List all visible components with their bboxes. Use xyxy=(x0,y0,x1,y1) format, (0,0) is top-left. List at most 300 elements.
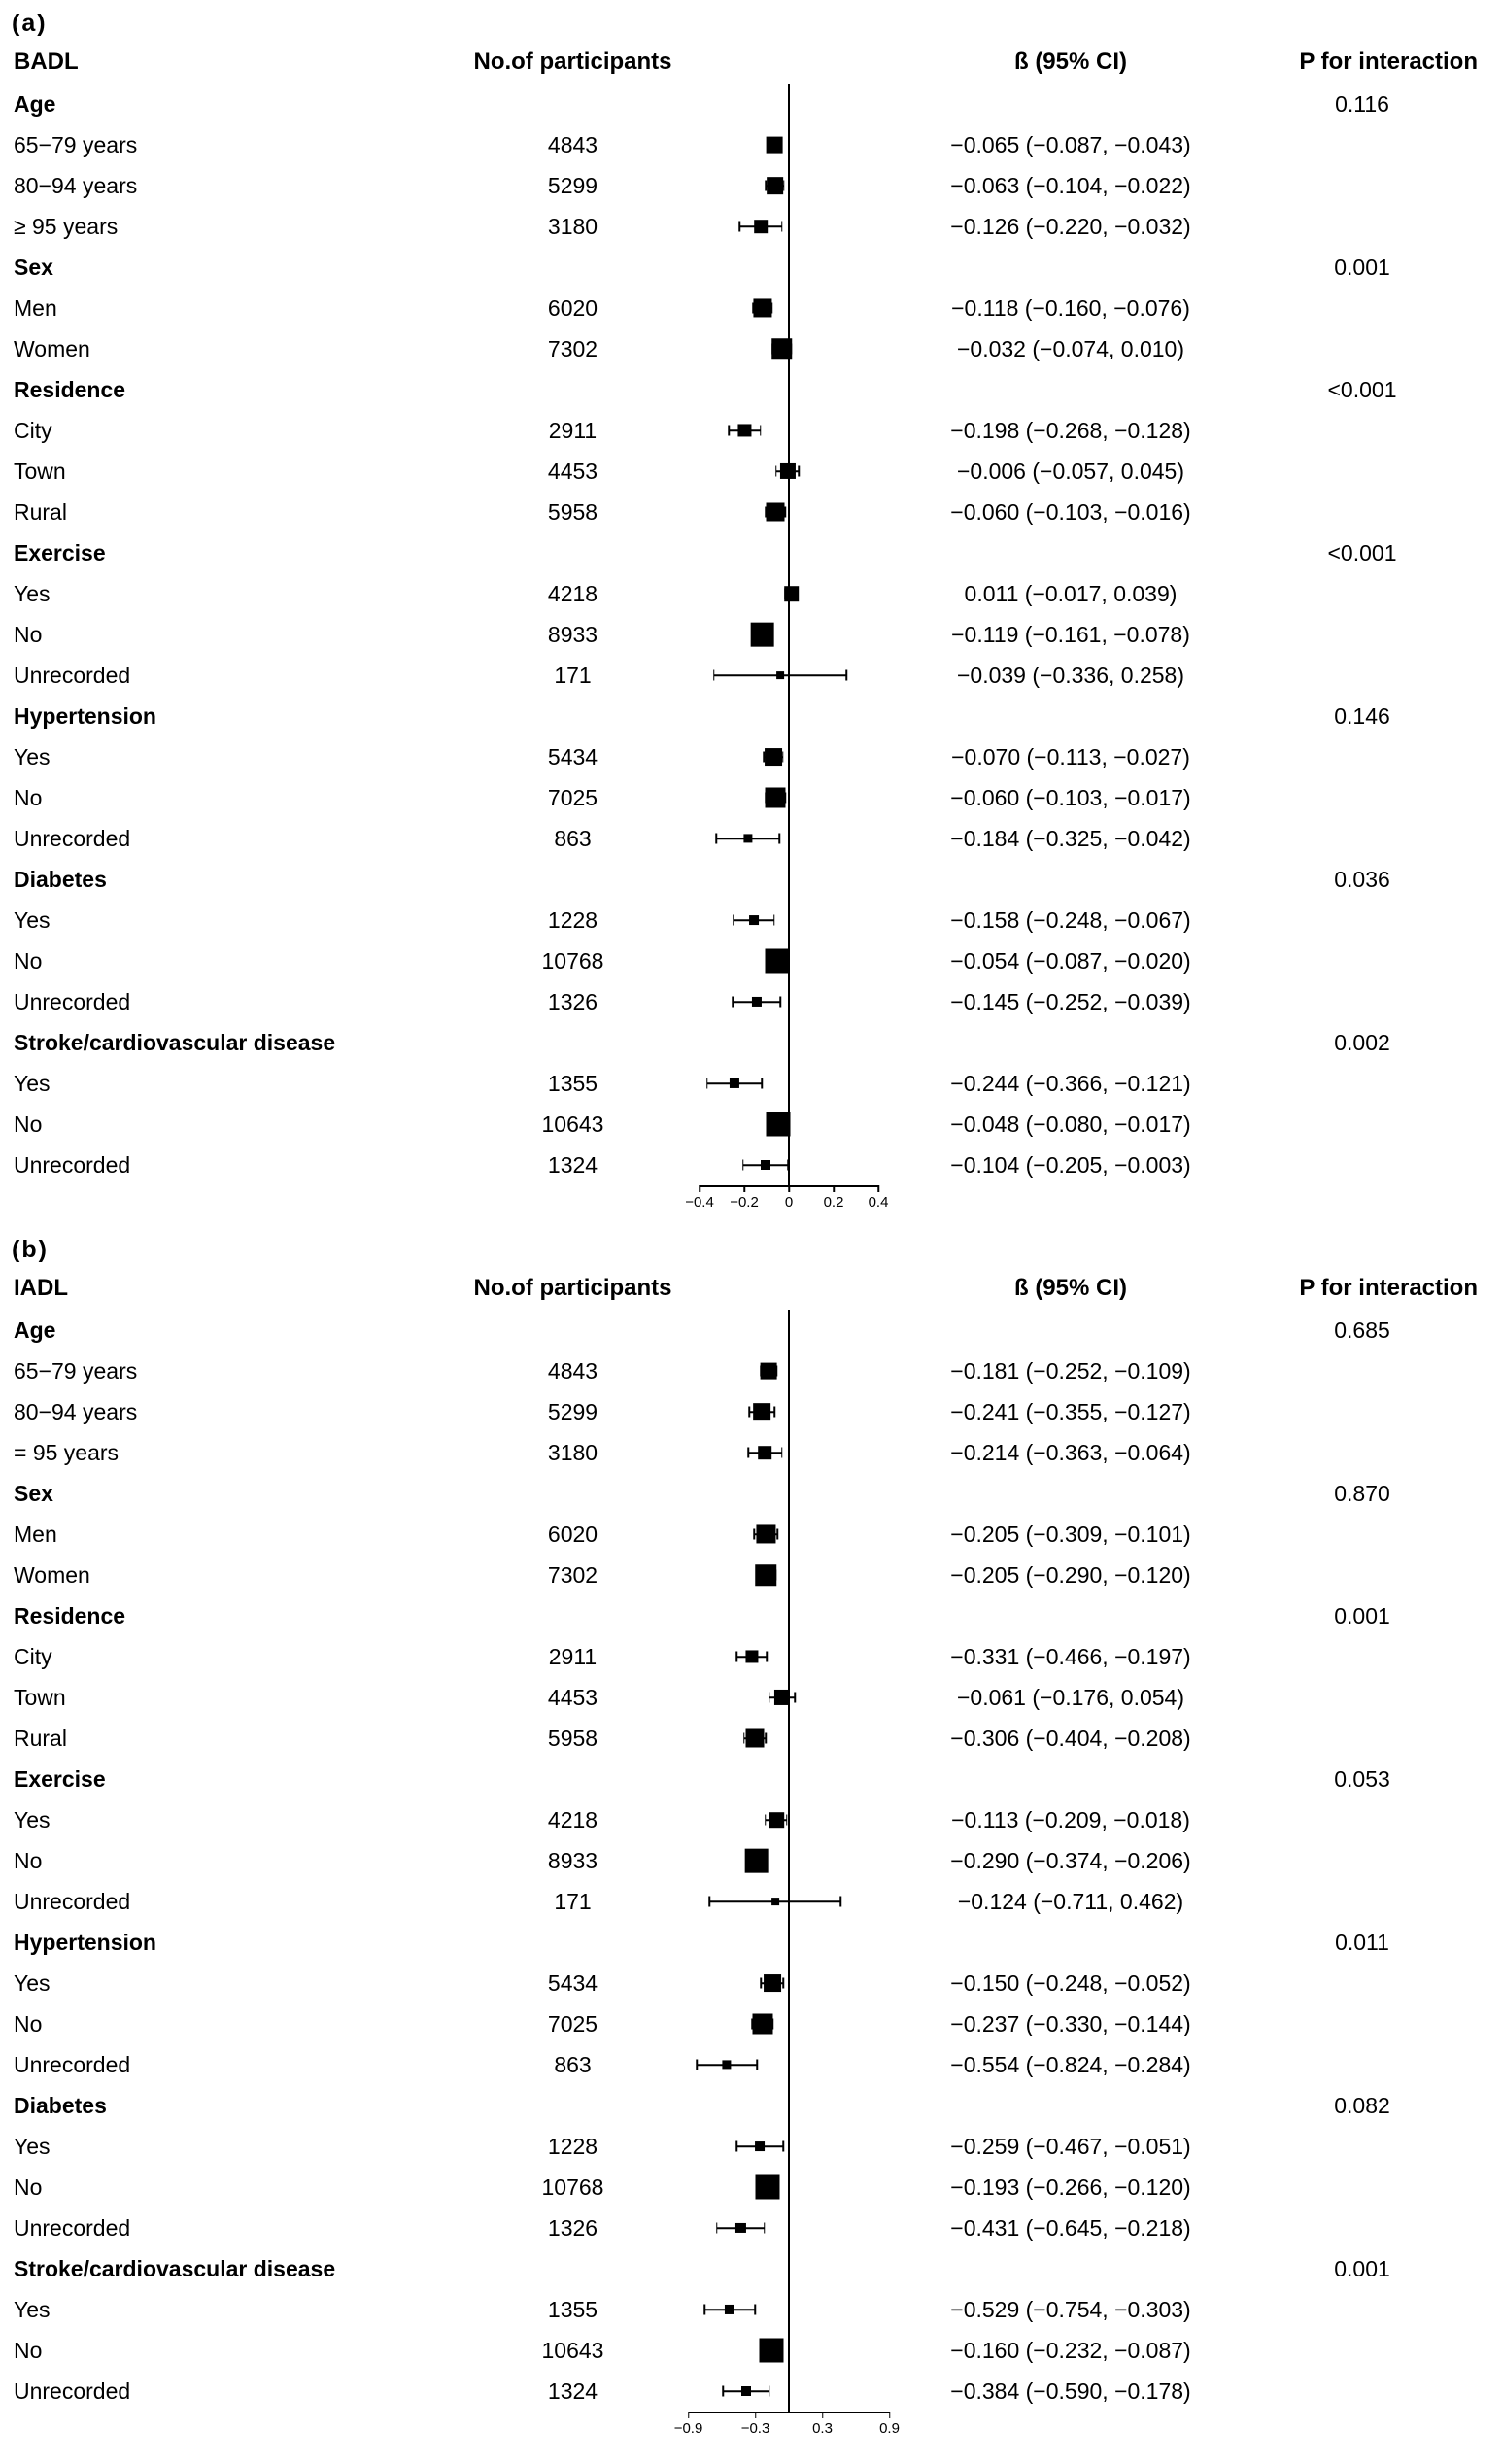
participants-count: 8933 xyxy=(547,1847,598,1873)
ci-text: −0.061 (−0.176, 0.054) xyxy=(956,1684,1185,1710)
point-estimate-square xyxy=(752,997,762,1007)
ci-cap-left xyxy=(713,670,715,681)
ci-text: −0.214 (−0.363, −0.064) xyxy=(950,1439,1191,1465)
ci-text: −0.104 (−0.205, −0.003) xyxy=(950,1151,1191,1178)
ci-cap-left xyxy=(708,1897,710,1907)
row-label: Yes xyxy=(14,743,51,770)
row-label: Yes xyxy=(14,2133,51,2159)
column-header-p: P for interaction xyxy=(1299,1275,1478,1301)
point-estimate-square xyxy=(738,424,751,436)
forest-row xyxy=(12,1718,1503,1759)
ci-cap-left xyxy=(696,2060,698,2070)
ci-cap-left xyxy=(716,2223,718,2234)
row-label: Unrecorded xyxy=(14,2051,131,2077)
point-estimate-square xyxy=(755,2141,765,2151)
subgroup-label: Sex xyxy=(14,254,53,280)
participants-count: 1326 xyxy=(547,988,598,1014)
row-label: Town xyxy=(14,1684,66,1710)
subgroup-header-row xyxy=(12,369,1503,410)
zero-reference-line xyxy=(788,84,790,1185)
participants-count: 7302 xyxy=(547,1561,598,1588)
participants-count: 10643 xyxy=(541,1111,604,1137)
row-label: Unrecorded xyxy=(14,2378,131,2404)
ci-text: −0.063 (−0.104, −0.022) xyxy=(950,172,1191,198)
ci-cap-left xyxy=(775,466,777,477)
ci-cap-right xyxy=(794,1693,796,1703)
subgroup-header-row xyxy=(12,1759,1503,1799)
point-estimate-square xyxy=(767,503,785,522)
row-label: 65−79 years xyxy=(14,131,138,157)
ci-cap-right xyxy=(761,1078,763,1089)
ci-text: −0.259 (−0.467, −0.051) xyxy=(950,2133,1191,2159)
participants-count: 5434 xyxy=(547,1969,598,1996)
ci-text: −0.205 (−0.290, −0.120) xyxy=(950,1561,1191,1588)
row-label: 65−79 years xyxy=(14,1357,138,1384)
forest-row xyxy=(12,492,1503,532)
subgroup-label: Hypertension xyxy=(14,1929,156,1955)
ci-text: −0.006 (−0.057, 0.045) xyxy=(956,458,1185,484)
ci-text: −0.184 (−0.325, −0.042) xyxy=(950,825,1191,851)
ci-cap-right xyxy=(782,2141,784,2152)
forest-row xyxy=(12,1391,1503,1432)
participants-count: 1326 xyxy=(547,2214,598,2241)
row-label: Yes xyxy=(14,1806,51,1832)
ci-text: −0.331 (−0.466, −0.197) xyxy=(950,1643,1191,1669)
row-label: Unrecorded xyxy=(14,2214,131,2241)
ci-cap-right xyxy=(769,2386,770,2397)
ci-text: −0.198 (−0.268, −0.128) xyxy=(950,417,1191,443)
participants-count: 1355 xyxy=(547,2296,598,2322)
forest-row xyxy=(12,2126,1503,2167)
forest-row xyxy=(12,410,1503,451)
row-label: = 95 years xyxy=(14,1439,120,1465)
point-estimate-square xyxy=(723,2060,732,2069)
forest-row xyxy=(12,2003,1503,2044)
ci-text: −0.113 (−0.209, −0.018) xyxy=(951,1806,1190,1832)
ci-cap-right xyxy=(760,426,762,436)
ci-text: −0.290 (−0.374, −0.206) xyxy=(950,1847,1191,1873)
ci-cap-left xyxy=(736,1652,738,1662)
forest-row xyxy=(12,2167,1503,2207)
ci-text: −0.150 (−0.248, −0.052) xyxy=(950,1969,1191,1996)
ci-text: −0.124 (−0.711, 0.462) xyxy=(957,1888,1184,1914)
panel-a-rows xyxy=(12,84,1503,1185)
panel-a-x-axis-plot xyxy=(677,1185,901,1232)
row-label: No xyxy=(14,621,43,647)
column-header-ci: ß (95% CI) xyxy=(1013,1275,1127,1301)
ci-cap-right xyxy=(757,2060,759,2070)
ci-text: −0.032 (−0.074, 0.010) xyxy=(956,335,1185,361)
row-label: No xyxy=(14,784,43,810)
ci-cap-left xyxy=(736,2141,738,2152)
ci-text: −0.241 (−0.355, −0.127) xyxy=(950,1398,1191,1424)
participants-count: 5299 xyxy=(547,1398,598,1424)
x-axis-tick xyxy=(877,1185,879,1192)
column-header-ci: ß (95% CI) xyxy=(1013,49,1127,75)
participants-count: 5434 xyxy=(547,743,598,770)
point-estimate-square xyxy=(741,2386,751,2396)
row-label: No xyxy=(14,2337,43,2363)
forest-row xyxy=(12,655,1503,696)
point-estimate-square xyxy=(784,586,800,601)
p-interaction-value: 0.870 xyxy=(1334,1480,1390,1506)
ci-cap-left xyxy=(748,1407,750,1418)
point-estimate-square xyxy=(749,915,759,925)
forest-row xyxy=(12,1145,1503,1185)
point-estimate-square xyxy=(755,2175,779,2200)
x-axis-tick xyxy=(743,1185,745,1192)
forest-row xyxy=(12,328,1503,369)
row-label: Men xyxy=(14,294,57,321)
participants-count: 863 xyxy=(554,825,592,851)
row-label: Yes xyxy=(14,907,51,933)
ci-cap-right xyxy=(754,2305,756,2315)
point-estimate-square xyxy=(769,1812,784,1828)
forest-row xyxy=(12,818,1503,859)
x-axis-tick xyxy=(755,2412,757,2418)
ci-text: −0.384 (−0.590, −0.178) xyxy=(950,2378,1191,2404)
participants-count: 3180 xyxy=(547,213,598,239)
x-axis-tick-label: −0.3 xyxy=(740,2420,770,2437)
forest-row xyxy=(12,451,1503,492)
panel-b-x-axis xyxy=(12,2412,1503,2458)
participants-count: 2911 xyxy=(548,1643,598,1669)
point-estimate-square xyxy=(761,1363,777,1380)
forest-row xyxy=(12,2289,1503,2330)
x-axis-line xyxy=(689,2412,890,2413)
ci-text: −0.118 (−0.160, −0.076) xyxy=(951,294,1190,321)
subgroup-header-row xyxy=(12,859,1503,900)
forest-row xyxy=(12,981,1503,1022)
ci-text: −0.181 (−0.252, −0.109) xyxy=(950,1357,1191,1384)
point-estimate-square xyxy=(725,2305,734,2314)
ci-text: −0.126 (−0.220, −0.032) xyxy=(950,213,1191,239)
subgroup-label: Residence xyxy=(14,1602,126,1628)
participants-count: 171 xyxy=(554,662,592,688)
row-label: City xyxy=(14,1643,52,1669)
participants-count: 2911 xyxy=(548,417,598,443)
subgroup-header-row xyxy=(12,84,1503,124)
x-axis-tick xyxy=(699,1185,700,1192)
point-estimate-square xyxy=(764,1974,781,1992)
ci-text: −0.039 (−0.336, 0.258) xyxy=(956,662,1185,688)
row-label: Yes xyxy=(14,1070,51,1096)
point-estimate-square xyxy=(752,2014,772,2035)
forest-row xyxy=(12,900,1503,941)
p-interaction-value: 0.002 xyxy=(1334,1029,1390,1055)
subgroup-header-row xyxy=(12,1022,1503,1063)
participants-count: 1355 xyxy=(547,1070,598,1096)
panel-a-label: (a) xyxy=(12,10,48,37)
row-label: Rural xyxy=(14,1725,67,1751)
forest-row xyxy=(12,1432,1503,1473)
participants-count: 10768 xyxy=(541,2173,604,2200)
row-label: City xyxy=(14,417,52,443)
row-label: Rural xyxy=(14,498,67,525)
subgroup-label: Exercise xyxy=(14,1765,106,1792)
point-estimate-square xyxy=(776,671,784,679)
ci-cap-right xyxy=(774,1407,776,1418)
ci-cap-right xyxy=(846,670,848,681)
panel-b-column-header-row xyxy=(12,1267,1503,1310)
p-interaction-value: 0.082 xyxy=(1334,2092,1390,2118)
participants-count: 10768 xyxy=(541,947,604,974)
subgroup-header-row xyxy=(12,1922,1503,1963)
participants-count: 1228 xyxy=(547,907,598,933)
panel-b-rows xyxy=(12,1310,1503,2412)
participants-count: 4453 xyxy=(547,1684,598,1710)
ci-cap-right xyxy=(765,1733,767,1744)
participants-count: 171 xyxy=(554,1888,592,1914)
ci-cap-right xyxy=(783,181,785,191)
participants-count: 4453 xyxy=(547,458,598,484)
row-label: Yes xyxy=(14,580,51,606)
participants-count: 4843 xyxy=(547,131,598,157)
ci-cap-left xyxy=(706,1078,708,1089)
subgroup-label: Exercise xyxy=(14,539,106,565)
ci-text: 0.011 (−0.017, 0.039) xyxy=(964,580,1178,606)
subgroup-label: Hypertension xyxy=(14,702,156,729)
forest-row xyxy=(12,124,1503,165)
forest-row xyxy=(12,614,1503,655)
ci-cap-left xyxy=(704,2305,706,2315)
row-label: No xyxy=(14,2010,43,2036)
subgroup-header-row xyxy=(12,1473,1503,1514)
ci-text: −0.054 (−0.087, −0.020) xyxy=(950,947,1191,974)
row-label: No xyxy=(14,2173,43,2200)
subgroup-header-row xyxy=(12,2248,1503,2289)
p-interaction-value: <0.001 xyxy=(1327,376,1397,402)
row-label: Unrecorded xyxy=(14,1888,131,1914)
ci-text: −0.065 (−0.087, −0.043) xyxy=(950,131,1191,157)
ci-cap-right xyxy=(781,222,783,232)
row-label: No xyxy=(14,947,43,974)
participants-count: 4218 xyxy=(547,1806,598,1832)
ci-text: −0.306 (−0.404, −0.208) xyxy=(950,1725,1191,1751)
point-estimate-square xyxy=(766,788,786,808)
subgroup-label: Stroke/cardiovascular disease xyxy=(14,2255,336,2281)
subgroup-header-row xyxy=(12,696,1503,736)
x-axis-tick xyxy=(822,2412,824,2418)
x-axis-tick-label: −0.9 xyxy=(673,2420,703,2437)
participants-count: 3180 xyxy=(547,1439,598,1465)
p-interaction-value: 0.685 xyxy=(1334,1317,1390,1343)
row-label: ≥ 95 years xyxy=(14,213,119,239)
p-interaction-value: 0.036 xyxy=(1334,866,1390,892)
forest-row xyxy=(12,941,1503,981)
panel-b-x-axis-plot xyxy=(673,2412,901,2458)
ci-text: −0.554 (−0.824, −0.284) xyxy=(950,2051,1191,2077)
ci-cap-right xyxy=(779,834,781,844)
ci-cap-right xyxy=(839,1897,841,1907)
forest-row xyxy=(12,2044,1503,2085)
panel-a-column-header-row xyxy=(12,41,1503,84)
participants-count: 1324 xyxy=(547,1151,598,1178)
participants-count: 7302 xyxy=(547,335,598,361)
x-axis-tick xyxy=(688,2412,690,2418)
ci-text: −0.529 (−0.754, −0.303) xyxy=(950,2296,1191,2322)
ci-text: −0.193 (−0.266, −0.120) xyxy=(950,2173,1191,2200)
ci-cap-left xyxy=(716,834,718,844)
participants-count: 8933 xyxy=(547,621,598,647)
subgroup-header-row xyxy=(12,2085,1503,2126)
p-interaction-value: 0.001 xyxy=(1334,2255,1390,2281)
row-label: Women xyxy=(14,1561,90,1588)
ci-text: −0.048 (−0.080, −0.017) xyxy=(950,1111,1191,1137)
row-label: No xyxy=(14,1847,43,1873)
ci-text: −0.070 (−0.113, −0.027) xyxy=(951,743,1190,770)
ci-text: −0.205 (−0.309, −0.101) xyxy=(950,1521,1191,1547)
row-label: Unrecorded xyxy=(14,662,131,688)
column-header-participants: No.of participants xyxy=(473,49,672,75)
x-axis-tick-label: −0.2 xyxy=(730,1194,759,1211)
point-estimate-square xyxy=(771,1898,779,1905)
panel-a xyxy=(12,6,1503,1232)
x-axis-tick xyxy=(788,1185,790,1192)
subgroup-label: Stroke/cardiovascular disease xyxy=(14,1029,336,1055)
ci-text: −0.145 (−0.252, −0.039) xyxy=(950,988,1191,1014)
row-label: Men xyxy=(14,1521,57,1547)
point-estimate-square xyxy=(761,1160,770,1170)
participants-count: 1324 xyxy=(547,2378,598,2404)
point-estimate-square xyxy=(765,949,789,974)
row-label: 80−94 years xyxy=(14,1398,138,1424)
ci-cap-left xyxy=(743,1733,745,1744)
row-label: Town xyxy=(14,458,66,484)
point-estimate-square xyxy=(735,2223,745,2233)
row-label: Women xyxy=(14,335,90,361)
p-interaction-value: 0.001 xyxy=(1334,1602,1390,1628)
subgroup-label: Residence xyxy=(14,376,126,402)
point-estimate-square xyxy=(753,298,771,317)
row-label: Yes xyxy=(14,1969,51,1996)
forest-row xyxy=(12,206,1503,247)
ci-text: −0.158 (−0.248, −0.067) xyxy=(950,907,1191,933)
forest-row xyxy=(12,1514,1503,1555)
ci-cap-right xyxy=(779,997,781,1008)
participants-count: 4843 xyxy=(547,1357,598,1384)
participants-count: 7025 xyxy=(547,2010,598,2036)
subgroup-label: Age xyxy=(14,1317,56,1343)
ci-cap-right xyxy=(799,466,801,477)
forest-row xyxy=(12,573,1503,614)
ci-cap-right xyxy=(782,1978,784,1989)
point-estimate-square xyxy=(767,177,784,194)
forest-row xyxy=(12,2371,1503,2412)
x-axis-tick xyxy=(889,2412,891,2418)
x-axis-tick-label: 0.4 xyxy=(868,1194,889,1211)
panel-a-x-axis xyxy=(12,1185,1503,1232)
forest-row xyxy=(12,2330,1503,2371)
ci-cap-left xyxy=(748,1448,750,1458)
point-estimate-square xyxy=(753,1403,770,1420)
ci-cap-left xyxy=(761,1978,763,1989)
ci-text: −0.237 (−0.330, −0.144) xyxy=(950,2010,1191,2036)
ci-cap-left xyxy=(754,1529,756,1540)
p-interaction-value: 0.001 xyxy=(1334,254,1390,280)
point-estimate-square xyxy=(743,834,752,842)
forest-row xyxy=(12,1799,1503,1840)
row-label: No xyxy=(14,1111,43,1137)
participants-count: 863 xyxy=(554,2051,592,2077)
participants-count: 4218 xyxy=(547,580,598,606)
p-interaction-value: <0.001 xyxy=(1327,539,1397,565)
subgroup-label: Age xyxy=(14,90,56,117)
ci-cap-right xyxy=(777,1529,779,1540)
ci-cap-left xyxy=(732,997,734,1008)
forest-row xyxy=(12,1840,1503,1881)
row-label: Yes xyxy=(14,2296,51,2322)
forest-row xyxy=(12,165,1503,206)
x-axis-tick-label: 0.3 xyxy=(812,2420,833,2437)
ci-cap-left xyxy=(739,222,741,232)
forest-row xyxy=(12,288,1503,328)
x-axis-tick-label: 0.9 xyxy=(879,2420,900,2437)
row-label: 80−94 years xyxy=(14,172,138,198)
ci-cap-left xyxy=(729,426,731,436)
forest-row xyxy=(12,1881,1503,1922)
forest-row xyxy=(12,2207,1503,2248)
ci-text: −0.119 (−0.161, −0.078) xyxy=(951,621,1190,647)
subgroup-header-row xyxy=(12,1310,1503,1351)
row-label: Unrecorded xyxy=(14,825,131,851)
point-estimate-square xyxy=(759,1446,772,1459)
ci-text: −0.160 (−0.232, −0.087) xyxy=(950,2337,1191,2363)
subgroup-label: Diabetes xyxy=(14,866,107,892)
ci-cap-right xyxy=(764,2223,766,2234)
point-estimate-square xyxy=(757,1524,775,1543)
subgroup-header-row xyxy=(12,247,1503,288)
point-estimate-square xyxy=(759,2339,783,2363)
participants-count: 7025 xyxy=(547,784,598,810)
zero-reference-line xyxy=(788,1310,790,2412)
ci-cap-left xyxy=(733,915,734,926)
p-interaction-value: 0.146 xyxy=(1334,702,1390,729)
ci-cap-right xyxy=(782,752,784,763)
ci-text: −0.244 (−0.366, −0.121) xyxy=(950,1070,1191,1096)
forest-row xyxy=(12,1636,1503,1677)
subgroup-header-row xyxy=(12,1595,1503,1636)
subgroup-header-row xyxy=(12,532,1503,573)
x-axis-tick-label: 0 xyxy=(784,1194,794,1211)
forest-row xyxy=(12,1677,1503,1718)
column-header-p: P for interaction xyxy=(1299,49,1478,75)
point-estimate-square xyxy=(767,137,783,154)
forest-row xyxy=(12,1555,1503,1595)
ci-cap-left xyxy=(742,1160,744,1171)
x-axis-tick-label: −0.4 xyxy=(685,1194,714,1211)
participants-count: 10643 xyxy=(541,2337,604,2363)
forest-row xyxy=(12,777,1503,818)
participants-count: 5958 xyxy=(547,498,598,525)
point-estimate-square xyxy=(750,623,774,647)
forest-row xyxy=(12,1104,1503,1145)
participants-count: 5958 xyxy=(547,1725,598,1751)
point-estimate-square xyxy=(756,1564,777,1586)
subgroup-label: Sex xyxy=(14,1480,53,1506)
forest-row xyxy=(12,736,1503,777)
row-label: Unrecorded xyxy=(14,988,131,1014)
point-estimate-square xyxy=(745,1650,758,1662)
participants-count: 1228 xyxy=(547,2133,598,2159)
ci-text: −0.060 (−0.103, −0.016) xyxy=(950,498,1191,525)
ci-cap-right xyxy=(767,1652,769,1662)
p-interaction-value: 0.116 xyxy=(1335,90,1389,117)
p-interaction-value: 0.053 xyxy=(1334,1765,1390,1792)
point-estimate-square xyxy=(765,748,782,766)
ci-text: −0.431 (−0.645, −0.218) xyxy=(950,2214,1191,2241)
participants-count: 6020 xyxy=(547,1521,598,1547)
